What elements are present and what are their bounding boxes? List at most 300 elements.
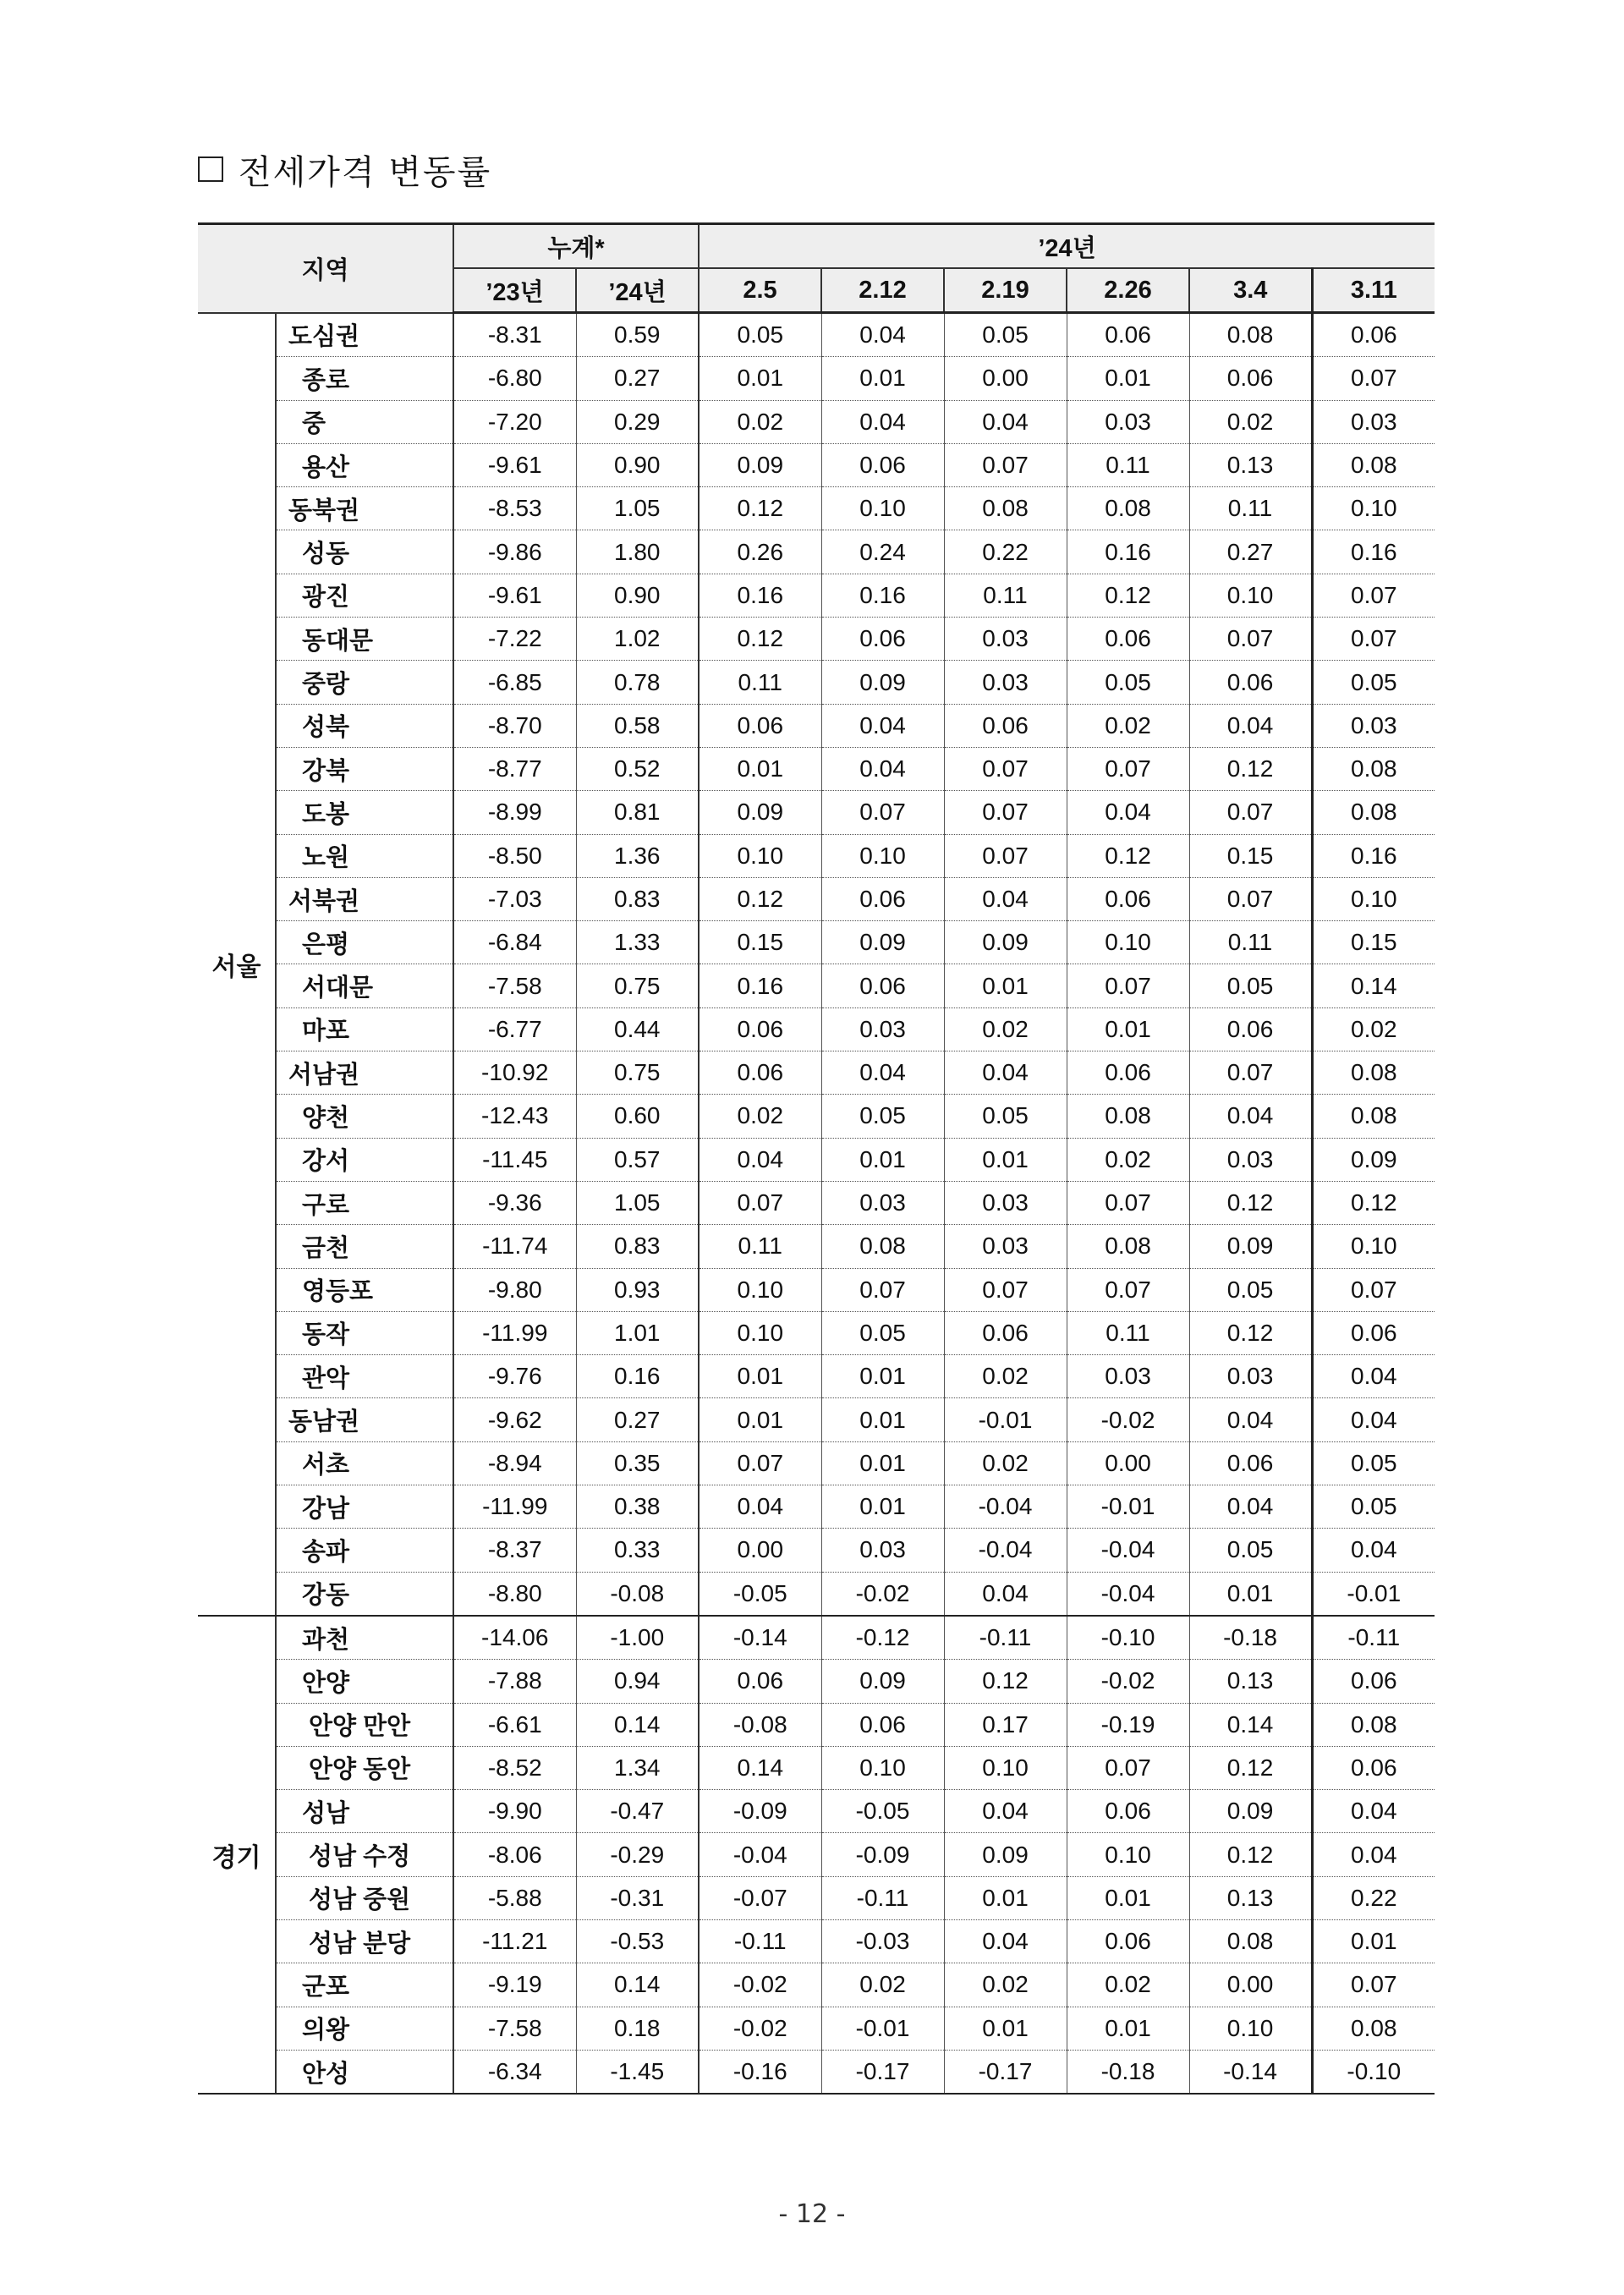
rate-cell: 0.11 [1189,487,1312,530]
rate-cell: 0.03 [944,1225,1067,1268]
rate-cell: 0.01 [821,1441,944,1485]
rate-cell: 0.08 [1312,747,1435,790]
table-row [198,1572,1435,1616]
header-y24: ’24년 [576,268,699,313]
district-name: 구로 [276,1181,453,1224]
district-name: 동대문 [276,618,453,661]
district-name: 안성 [276,2050,453,2094]
rate-cell: -0.05 [699,1572,821,1616]
rate-cell: 0.07 [944,791,1067,834]
rate-cell: 0.01 [821,1398,944,1441]
rate-cell: 0.10 [1067,1833,1189,1876]
table-row [198,877,1435,920]
table-row [198,1441,1435,1485]
rate-cell: 0.03 [1312,400,1435,443]
rate-cell: 0.06 [821,1703,944,1746]
table-row [198,1051,1435,1095]
rate-cell: 0.04 [1067,791,1189,834]
rate-cell: -0.02 [699,1963,821,2007]
rate-cell: 0.11 [699,1225,821,1268]
rate-cell: 0.08 [1312,791,1435,834]
rate-cell: 0.12 [1189,1181,1312,1224]
rate-cell: -9.61 [453,443,576,486]
rate-cell: 0.04 [699,1485,821,1529]
rate-cell: 0.14 [576,1963,699,2007]
rate-cell: 0.06 [699,1051,821,1095]
rate-cell: 0.04 [1189,1095,1312,1138]
rate-cell: 0.04 [821,1051,944,1095]
rate-cell: 0.22 [1312,1876,1435,1919]
rate-cell: 0.08 [1312,2007,1435,2050]
rate-cell: -0.02 [821,1572,944,1616]
rate-cell: 0.06 [1312,1311,1435,1354]
rate-cell: 0.10 [1312,487,1435,530]
rate-cell: -7.20 [453,400,576,443]
rate-cell: 0.04 [1189,704,1312,747]
rate-cell: -0.04 [944,1485,1067,1529]
rate-cell: 0.06 [1189,1441,1312,1485]
rate-cell: 0.12 [1312,1181,1435,1224]
rate-cell: 0.12 [699,618,821,661]
rate-cell: -0.07 [699,1876,821,1919]
district-name: 성남 수정 [276,1833,453,1876]
district-name: 동북권 [276,487,453,530]
rate-cell: 0.15 [1189,834,1312,877]
rate-cell: 0.04 [821,747,944,790]
rate-cell: 0.06 [1312,1660,1435,1703]
rate-cell: 0.12 [1067,574,1189,617]
rate-cell: 0.01 [944,2007,1067,2050]
table-row [198,1703,1435,1746]
rate-cell: 0.06 [1067,877,1189,920]
rate-cell: 0.16 [1067,530,1189,574]
rate-cell: 0.04 [1189,1485,1312,1529]
rate-cell: -0.04 [699,1833,821,1876]
rate-cell: 0.02 [944,1355,1067,1398]
rate-cell: 0.09 [699,443,821,486]
rate-cell: 0.24 [821,530,944,574]
rate-cell: -0.03 [821,1919,944,1963]
rate-cell: -0.16 [699,2050,821,2094]
table-row [198,1746,1435,1789]
rate-cell: 0.12 [944,1660,1067,1703]
rate-cell: 0.07 [1067,1268,1189,1311]
table-row [198,1529,1435,1572]
rate-cell: 0.12 [1189,747,1312,790]
rate-cell: 0.05 [944,313,1067,357]
rate-cell: 0.15 [699,921,821,964]
rate-cell: 0.07 [1189,1051,1312,1095]
rate-cell: -8.77 [453,747,576,790]
rate-cell: 0.27 [1189,530,1312,574]
rate-cell: -8.99 [453,791,576,834]
rate-cell: 0.08 [1067,1225,1189,1268]
rate-cell: -9.36 [453,1181,576,1224]
table-row [198,487,1435,530]
rate-cell: 0.05 [1312,1441,1435,1485]
rate-cell: 0.16 [576,1355,699,1398]
rate-cell: -0.04 [1067,1572,1189,1616]
rate-cell: 0.00 [944,357,1067,400]
rate-cell: -8.80 [453,1572,576,1616]
district-name: 강북 [276,747,453,790]
district-name: 도심권 [276,313,453,357]
rate-cell: 0.01 [821,1355,944,1398]
rate-cell: 0.06 [821,964,944,1007]
rate-cell: 0.07 [1189,618,1312,661]
rate-cell: -8.50 [453,834,576,877]
table-row [198,1790,1435,1833]
table-row [198,747,1435,790]
rate-cell: 0.09 [699,791,821,834]
rate-cell: 0.08 [1312,1703,1435,1746]
rate-cell: 0.03 [821,1007,944,1051]
district-name: 동작 [276,1311,453,1354]
district-name: 강남 [276,1485,453,1529]
district-name: 강동 [276,1572,453,1616]
district-name: 관악 [276,1355,453,1398]
district-name: 도봉 [276,791,453,834]
district-name: 노원 [276,834,453,877]
rate-cell: 0.04 [1312,1790,1435,1833]
rate-cell: -8.52 [453,1746,576,1789]
rate-cell: 0.04 [1312,1529,1435,1572]
rate-cell: 0.01 [699,357,821,400]
rate-cell: 0.03 [1189,1355,1312,1398]
rate-cell: 0.05 [1067,661,1189,704]
rate-cell: 0.17 [944,1703,1067,1746]
district-name: 서북권 [276,877,453,920]
district-name: 서대문 [276,964,453,1007]
checkbox-square-icon [198,156,223,182]
rate-cell: 0.02 [944,1441,1067,1485]
rate-cell: 0.07 [699,1181,821,1224]
rate-cell: -8.06 [453,1833,576,1876]
rate-cell: 0.02 [1312,1007,1435,1051]
rate-cell: -0.10 [1067,1616,1189,1660]
section-title [198,144,491,195]
rate-cell: -6.34 [453,2050,576,2094]
rate-cell: 0.04 [699,1138,821,1181]
district-name: 종로 [276,357,453,400]
rate-cell: 0.90 [576,443,699,486]
district-name: 군포 [276,1963,453,2007]
rate-cell: -11.99 [453,1311,576,1354]
rate-cell: 0.10 [699,1311,821,1354]
rate-cell: -9.80 [453,1268,576,1311]
district-name: 성동 [276,530,453,574]
rate-cell: 0.08 [1067,487,1189,530]
rate-cell: 0.08 [1312,1051,1435,1095]
rate-cell: 0.10 [821,834,944,877]
rate-cell: 0.03 [944,618,1067,661]
rate-cell: 0.07 [1312,1963,1435,2007]
rate-cell: 0.06 [1067,1790,1189,1833]
district-name: 과천 [276,1616,453,1660]
rate-cell: 0.16 [699,574,821,617]
rate-cell: -9.86 [453,530,576,574]
rate-cell: -9.62 [453,1398,576,1441]
rate-cell: 0.05 [1312,1485,1435,1529]
rate-cell: 0.07 [821,1268,944,1311]
rate-cell: 0.14 [699,1746,821,1789]
table-row [198,1616,1435,1660]
rate-cell: 0.07 [1067,964,1189,1007]
rate-cell: 0.93 [576,1268,699,1311]
rate-cell: -14.06 [453,1616,576,1660]
table-row [198,1485,1435,1529]
rate-cell: 1.05 [576,487,699,530]
rate-cell: 0.38 [576,1485,699,1529]
rate-cell: 0.60 [576,1095,699,1138]
rate-cell: 0.04 [1312,1355,1435,1398]
rate-cell: -8.37 [453,1529,576,1572]
rate-cell: -6.61 [453,1703,576,1746]
rate-cell: 0.08 [1067,1095,1189,1138]
header-week: 2.5 [699,268,821,313]
header-week: 2.12 [821,268,944,313]
rate-cell: 0.09 [821,661,944,704]
table-row [198,1268,1435,1311]
rate-cell: 0.75 [576,964,699,1007]
rate-cell: 0.78 [576,661,699,704]
rate-cell: -9.90 [453,1790,576,1833]
rate-cell: -11.21 [453,1919,576,1963]
rate-cell: 0.04 [944,400,1067,443]
rate-cell: -0.47 [576,1790,699,1833]
header-week: 3.4 [1189,268,1312,313]
jeonse-rate-table [198,222,1435,2095]
rate-cell: 0.01 [944,964,1067,1007]
district-name: 금천 [276,1225,453,1268]
rate-cell: 0.06 [821,877,944,920]
rate-cell: -0.53 [576,1919,699,1963]
rate-cell: 0.04 [1312,1398,1435,1441]
table-row [198,574,1435,617]
table-row [198,1007,1435,1051]
rate-cell: -6.77 [453,1007,576,1051]
rate-cell: 0.07 [944,747,1067,790]
table-row [198,357,1435,400]
district-name: 중 [276,400,453,443]
rate-cell: 0.01 [1189,1572,1312,1616]
rate-cell: 0.03 [821,1181,944,1224]
rate-cell: -0.08 [576,1572,699,1616]
rate-cell: 0.04 [821,313,944,357]
rate-cell: -7.22 [453,618,576,661]
header-cumulative: 누계* [453,224,699,269]
table-row [198,1919,1435,1963]
rate-cell: 0.04 [1312,1833,1435,1876]
rate-cell: -0.02 [1067,1660,1189,1703]
rate-cell: -0.09 [699,1790,821,1833]
district-name: 서남권 [276,1051,453,1095]
rate-cell: -0.08 [699,1703,821,1746]
district-name: 성남 분당 [276,1919,453,1963]
district-name: 동남권 [276,1398,453,1441]
rate-cell: 0.16 [1312,834,1435,877]
table-row [198,1311,1435,1354]
rate-cell: 0.07 [944,1268,1067,1311]
rate-cell: 0.08 [1312,1095,1435,1138]
rate-cell: 1.34 [576,1746,699,1789]
rate-cell: 0.07 [699,1441,821,1485]
rate-cell: 0.02 [699,1095,821,1138]
table-row [198,1963,1435,2007]
page-number: - 12 - [778,2199,846,2229]
rate-cell: -0.11 [1312,1616,1435,1660]
rate-cell: -0.01 [1067,1485,1189,1529]
rate-cell: 0.04 [944,1919,1067,1963]
rate-cell: -6.84 [453,921,576,964]
district-name: 안양 만안 [276,1703,453,1746]
section-title-text: 전세가격 변동률 [239,152,492,192]
rate-cell: 0.03 [944,661,1067,704]
table-row [198,618,1435,661]
district-name: 안양 [276,1660,453,1703]
rate-cell: 0.07 [1312,618,1435,661]
rate-cell: 0.83 [576,1225,699,1268]
rate-cell: 0.03 [944,1181,1067,1224]
rate-cell: -8.70 [453,704,576,747]
rate-cell: 0.14 [1312,964,1435,1007]
rate-cell: 0.06 [1189,661,1312,704]
rate-cell: -0.02 [1067,1398,1189,1441]
rate-cell: 0.81 [576,791,699,834]
rate-cell: 0.27 [576,1398,699,1441]
rate-cell: 0.01 [699,1398,821,1441]
rate-cell: -0.19 [1067,1703,1189,1746]
rate-cell: 0.01 [699,747,821,790]
rate-cell: 0.06 [944,1311,1067,1354]
rate-cell: 0.05 [944,1095,1067,1138]
rate-cell: 0.02 [1067,704,1189,747]
rate-cell: 0.03 [1067,1355,1189,1398]
rate-cell: 0.05 [821,1095,944,1138]
rate-cell: -7.58 [453,2007,576,2050]
rate-cell: -8.94 [453,1441,576,1485]
rate-cell: -0.11 [944,1616,1067,1660]
rate-cell: 0.02 [1067,1963,1189,2007]
table-row [198,834,1435,877]
rate-cell: 0.06 [1189,357,1312,400]
rate-cell: 0.10 [821,487,944,530]
rate-cell: 0.01 [699,1355,821,1398]
rate-cell: 0.90 [576,574,699,617]
rate-cell: -0.17 [821,2050,944,2094]
rate-cell: -9.76 [453,1355,576,1398]
rate-cell: 0.06 [1067,618,1189,661]
rate-cell: 0.13 [1189,443,1312,486]
rate-cell: 0.06 [821,443,944,486]
header-week: 3.11 [1312,268,1435,313]
rate-cell: 0.02 [699,400,821,443]
rate-cell: 0.09 [1189,1790,1312,1833]
rate-cell: 0.02 [1189,400,1312,443]
rate-cell: 0.05 [1189,1529,1312,1572]
rate-cell: -6.85 [453,661,576,704]
table-row [198,964,1435,1007]
rate-cell: 0.02 [944,1007,1067,1051]
rate-cell: 0.27 [576,357,699,400]
rate-cell: 0.14 [1189,1703,1312,1746]
rate-cell: 0.16 [699,964,821,1007]
rate-cell: 0.06 [1312,313,1435,357]
rate-cell: -7.03 [453,877,576,920]
rate-cell: 0.10 [944,1746,1067,1789]
rate-cell: 0.06 [1312,1746,1435,1789]
rate-cell: 0.10 [699,834,821,877]
rate-cell: 0.06 [699,1007,821,1051]
rate-cell: 0.00 [1067,1441,1189,1485]
rate-cell: 0.13 [1189,1660,1312,1703]
rate-cell: -7.88 [453,1660,576,1703]
rate-cell: 0.94 [576,1660,699,1703]
rate-cell: 0.09 [821,921,944,964]
rate-cell: 0.16 [821,574,944,617]
rate-cell: 0.02 [1067,1138,1189,1181]
rate-cell: 0.11 [699,661,821,704]
rate-cell: -8.31 [453,313,576,357]
table-row [198,921,1435,964]
rate-cell: 0.07 [821,791,944,834]
rate-cell: 0.09 [1312,1138,1435,1181]
table-row [198,2007,1435,2050]
table-row [198,1225,1435,1268]
rate-cell: 0.01 [821,1138,944,1181]
rate-cell: 0.04 [944,877,1067,920]
rate-cell: 0.09 [821,1660,944,1703]
rate-cell: -10.92 [453,1051,576,1095]
rate-cell: 0.07 [1312,574,1435,617]
rate-cell: 0.07 [1067,747,1189,790]
rate-cell: -7.58 [453,964,576,1007]
rate-cell: 0.01 [1067,1007,1189,1051]
district-name: 용산 [276,443,453,486]
rate-cell: -0.09 [821,1833,944,1876]
header-y23: ’23년 [453,268,576,313]
table-row [198,1355,1435,1398]
district-name: 중랑 [276,661,453,704]
rate-cell: -0.01 [1312,1572,1435,1616]
rate-cell: 0.10 [1189,574,1312,617]
rate-cell: 0.06 [944,704,1067,747]
rate-cell: 0.08 [1189,1919,1312,1963]
rate-cell: 0.01 [821,357,944,400]
rate-cell: 0.07 [944,834,1067,877]
rate-cell: 0.06 [1067,1051,1189,1095]
rate-cell: -6.80 [453,357,576,400]
rate-cell: 0.05 [821,1311,944,1354]
rate-cell: 0.04 [821,400,944,443]
rate-cell: -0.02 [699,2007,821,2050]
rate-cell: -12.43 [453,1095,576,1138]
table-row [198,1398,1435,1441]
rate-cell: 0.10 [1312,1225,1435,1268]
rate-cell: 0.08 [1312,443,1435,486]
rate-cell: 0.11 [944,574,1067,617]
rate-cell: 0.01 [1312,1919,1435,1963]
rate-cell: 0.07 [1067,1181,1189,1224]
header-region: 지역 [198,224,453,313]
rate-cell: -0.04 [944,1529,1067,1572]
rate-cell: 0.06 [821,618,944,661]
rate-cell: -9.19 [453,1963,576,2007]
rate-cell: 0.00 [1189,1963,1312,2007]
rate-cell: 0.09 [944,921,1067,964]
rate-cell: -1.45 [576,2050,699,2094]
rate-cell: 0.52 [576,747,699,790]
